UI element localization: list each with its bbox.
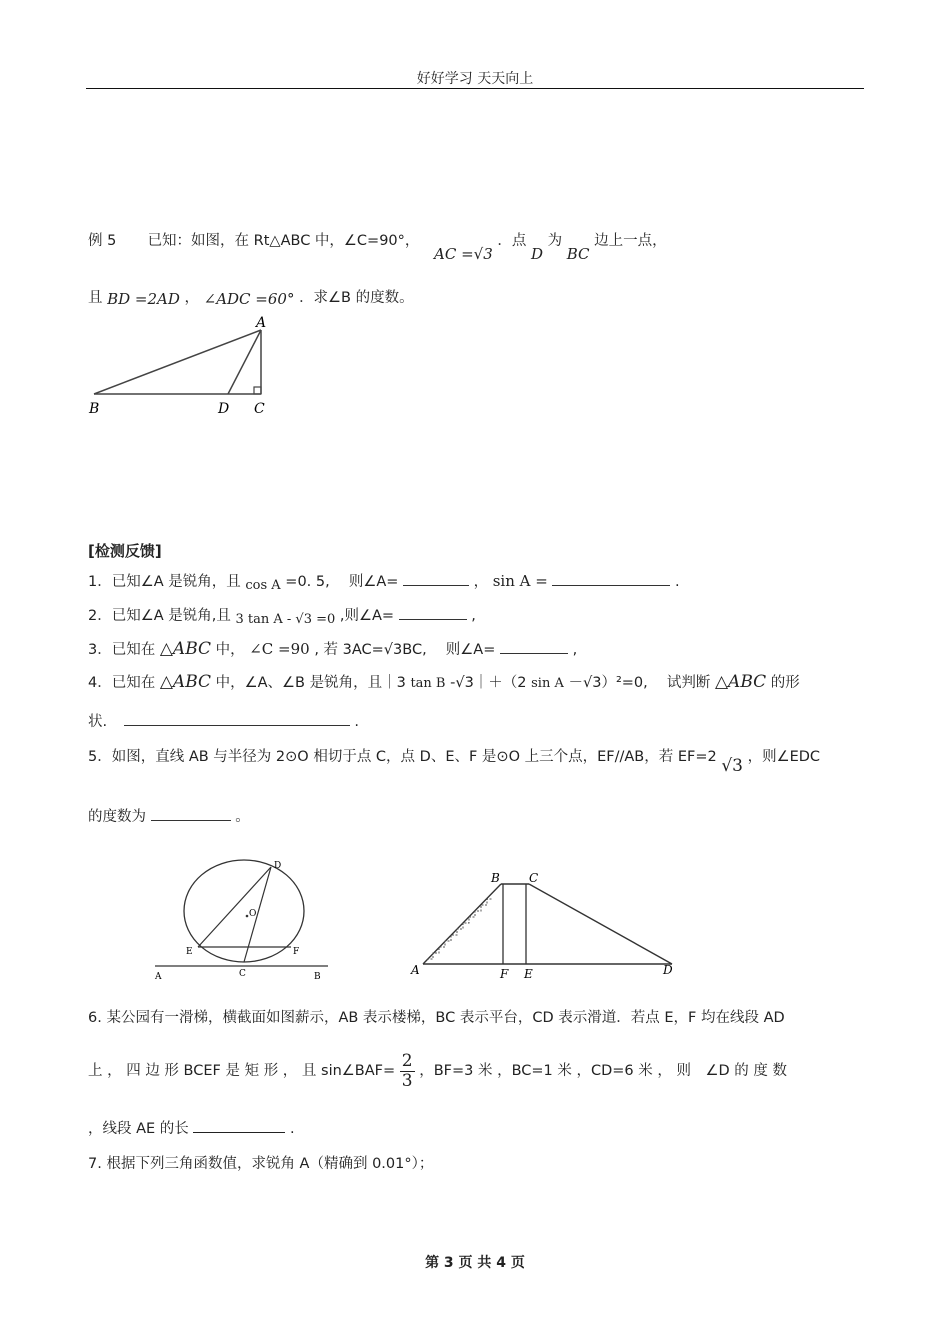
slide-figure bbox=[405, 866, 685, 984]
slide-label-a: A bbox=[411, 963, 420, 977]
segment-ab bbox=[94, 330, 261, 394]
circle-label-b: B bbox=[314, 972, 321, 982]
page-footer: 第 3 页 共 4 页 bbox=[425, 1255, 525, 1271]
q4-line2-end: . bbox=[354, 714, 359, 730]
question-7: 7. 根据下列三角函数值，求锐角 A（精确到 0.01°）； bbox=[88, 1156, 434, 1172]
q1-sin: sin A = bbox=[492, 572, 548, 590]
q3-text-b: 中， bbox=[215, 642, 245, 658]
circle-label-a: A bbox=[155, 972, 162, 982]
q4-tanb: tan B bbox=[410, 676, 446, 691]
q6-line3-end: . bbox=[290, 1121, 295, 1137]
header-rule bbox=[86, 88, 864, 89]
example5-text-c: 为 bbox=[547, 233, 563, 249]
example5-ac-expr: AC =√3 bbox=[434, 245, 493, 263]
q4-answer-blank[interactable] bbox=[124, 711, 350, 726]
q1-answer-blank-1[interactable] bbox=[403, 571, 469, 586]
question-6-line3 bbox=[88, 1117, 295, 1138]
triangle-figure bbox=[86, 314, 286, 424]
q4-text-c: -√3｜＋（2 bbox=[450, 675, 527, 691]
q4-text-e: 的形 bbox=[770, 675, 800, 691]
q6-frac-den: 3 bbox=[401, 1070, 413, 1091]
q3-answer-blank[interactable] bbox=[500, 639, 568, 654]
example5-l2-b: ， bbox=[184, 290, 200, 306]
question-5-line2 bbox=[88, 805, 250, 826]
q1-text-c: ， bbox=[473, 574, 489, 590]
example5-bd-expr: BD =2AD bbox=[107, 290, 180, 308]
q1-text-b: =0. 5, 则∠A= bbox=[285, 574, 399, 590]
example5-line2 bbox=[88, 286, 414, 307]
label-a: A bbox=[256, 315, 267, 331]
example5-bc: BC bbox=[566, 245, 590, 263]
example5-label: 例 5 bbox=[88, 233, 117, 249]
slide-label-b: B bbox=[491, 871, 500, 885]
circle-label-e: E bbox=[186, 947, 193, 957]
example5-point-d: D bbox=[530, 245, 544, 263]
example5-l2-a: 且 bbox=[88, 290, 103, 306]
q4-text-d: －√3）²=0, 试判断 bbox=[568, 675, 711, 691]
example5-text-b: ．点 bbox=[497, 233, 527, 249]
example5-l2-c: ．求∠B 的度数。 bbox=[299, 290, 414, 306]
circle-label-f: F bbox=[293, 947, 300, 957]
question-4-line2 bbox=[88, 710, 359, 731]
q4-sina: sin A bbox=[531, 676, 564, 691]
question-2 bbox=[88, 604, 476, 625]
example5-text-a: 已知：如图，在 Rt△ABC 中，∠C=90°， bbox=[147, 233, 420, 249]
q2-text-c: , bbox=[471, 608, 476, 624]
q5-line2-text: 的度数为 bbox=[88, 809, 146, 825]
q4-text-a: 4．已知在 bbox=[88, 675, 156, 691]
q4-triangle-2: △ABC bbox=[714, 672, 767, 692]
q5-answer-blank[interactable] bbox=[151, 806, 231, 821]
q3-text-c: , 若 3AC=√3BC, 则∠A= bbox=[314, 642, 496, 658]
q6-line3-text: ，线段 AE 的长 bbox=[88, 1121, 189, 1137]
label-d: D bbox=[218, 401, 230, 417]
q3-triangle: △ABC bbox=[159, 639, 212, 659]
q3-text-a: 3．已知在 bbox=[88, 642, 156, 658]
q1-text-a: 1．已知∠A 是锐角，且 bbox=[88, 574, 241, 590]
feedback-title: [检测反馈] bbox=[88, 542, 162, 560]
circle-label-o: O bbox=[249, 909, 257, 919]
q4-triangle: △ABC bbox=[159, 672, 212, 692]
q6-text-a: 上 ， 四 边 形 BCEF 是 矩 形 ， 且 sin∠BAF= bbox=[88, 1063, 396, 1080]
q5-text-b: ，则∠EDC bbox=[747, 749, 821, 765]
question-4-line1 bbox=[88, 671, 800, 692]
question-1 bbox=[88, 570, 680, 591]
q1-cos: cos A bbox=[245, 578, 281, 593]
question-6-line2 bbox=[88, 1052, 787, 1090]
slide-chute-cd bbox=[529, 884, 672, 964]
q6-answer-blank[interactable] bbox=[193, 1118, 285, 1133]
q5-line2-end: 。 bbox=[235, 809, 250, 825]
q6-frac-num: 2 bbox=[401, 1051, 413, 1071]
q4-text-b: 中，∠A、∠B 是锐角，且｜3 bbox=[215, 675, 406, 691]
example5-line1 bbox=[88, 229, 667, 263]
q3-text-d: , bbox=[572, 642, 578, 658]
q1-answer-blank-2[interactable] bbox=[552, 571, 670, 586]
page-header: 好好学习 天天向上 bbox=[416, 71, 534, 87]
q2-text-a: 2．已知∠A 是锐角,且 bbox=[88, 608, 231, 624]
label-b: B bbox=[89, 401, 100, 417]
q2-answer-blank[interactable] bbox=[399, 605, 467, 620]
segment-ad bbox=[228, 330, 261, 394]
q2-text-b: ,则∠A= bbox=[339, 608, 395, 624]
q6-text-b: ，BF=3 米 ，BC=1 米 ，CD=6 米 ， 则 ∠D 的 度 数 bbox=[419, 1063, 787, 1080]
q4-line2-text: 状. bbox=[88, 714, 108, 730]
q1-text-d: . bbox=[675, 574, 680, 590]
slide-label-e: E bbox=[524, 967, 533, 981]
q5-sqrt: √3 bbox=[721, 756, 743, 776]
label-c: C bbox=[254, 401, 265, 417]
slide-label-f: F bbox=[500, 967, 509, 981]
circle-label-c: C bbox=[239, 969, 246, 979]
question-6-line1: 6. 某公园有一滑梯，横截面如图薪示，AB 表示楼梯，BC 表示平台，CD 表示滑道．若点 E，F 均在线段 AD bbox=[88, 1010, 785, 1026]
slide-stairs-ab bbox=[423, 884, 501, 964]
slide-label-d: D bbox=[663, 963, 673, 977]
circle-label-d: D bbox=[274, 861, 282, 871]
q3-angle: ∠C =90 bbox=[249, 640, 310, 658]
q6-fraction bbox=[400, 1052, 415, 1090]
slide-label-c: C bbox=[529, 871, 539, 885]
center-o-dot bbox=[246, 915, 249, 918]
example5-text-d: 边上一点， bbox=[594, 233, 667, 249]
q5-text-a: 5．如图，直线 AB 与半径为 2⊙O 相切于点 C，点 D、E、F 是⊙O 上三个点，EF//AB，若 EF=2 bbox=[88, 749, 717, 765]
right-angle-mark bbox=[254, 387, 261, 394]
example5-adc-expr: ∠ADC =60° bbox=[203, 290, 295, 308]
question-5-line1 bbox=[88, 745, 821, 776]
circle-figure bbox=[150, 856, 330, 986]
q2-expr: 3 tan A - √3 =0 bbox=[235, 612, 336, 627]
question-3 bbox=[88, 638, 577, 659]
